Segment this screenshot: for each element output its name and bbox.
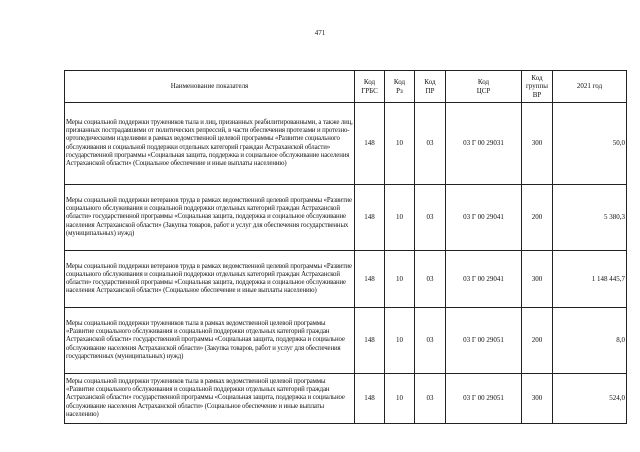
table-row	[65, 308, 627, 374]
row-amount: 1 148 445,7	[553, 251, 627, 308]
row-csr: 03 Г 00 29051	[446, 374, 522, 424]
row-grbs: 148	[355, 185, 385, 251]
row-vr: 200	[522, 308, 553, 374]
row-vr: 300	[522, 103, 553, 185]
row-amount: 8,0	[553, 308, 627, 374]
row-pr: 03	[415, 103, 446, 185]
row-csr: 03 Г 00 29041	[446, 251, 522, 308]
row-csr: 03 Г 00 29031	[446, 103, 522, 185]
row-grbs: 148	[355, 103, 385, 185]
row-amount: 50,0	[553, 103, 627, 185]
header-grbs: Код ГРБС	[355, 71, 385, 103]
row-name: Меры социальной поддержки ветеранов труда в рамках ведомственной целевой программы «Развитие социального обслуживания и социальной поддержки отдельных категорий граждан Астраханской области» государственной программы «Социальная защита, поддержка и социальное обслуживание населения Астраханской области» (Социальное обеспечение и иные выплаты населению)	[65, 251, 355, 308]
table-row	[65, 103, 627, 185]
row-amount: 524,0	[553, 374, 627, 424]
row-vr: 300	[522, 374, 553, 424]
row-pr: 03	[415, 374, 446, 424]
row-rz: 10	[385, 308, 415, 374]
row-grbs: 148	[355, 308, 385, 374]
header-vr: Код группы ВР	[522, 71, 553, 103]
row-grbs: 148	[355, 251, 385, 308]
table-row	[65, 185, 627, 251]
row-grbs: 148	[355, 374, 385, 424]
row-rz: 10	[385, 103, 415, 185]
table-row	[65, 374, 627, 424]
header-csr: Код ЦСР	[446, 71, 522, 103]
row-name: Меры социальной поддержки ветеранов труда в рамках ведомственной целевой программы «Развитие социального обслуживания и социальной поддержки отдельных категорий граждан Астраханской области» государственной программы «Социальная защита, поддержка и социальное обслуживание населения Астраханской области» (Закупка товаров, работ и услуг для обеспечения государственных (муниципальных) нужд)	[65, 185, 355, 251]
table-row	[65, 251, 627, 308]
row-name: Меры социальной поддержки тружеников тыла в рамках ведомственной целевой программы «Развитие социального обслуживания и социальной поддержки отдельных категорий граждан Астраханской области» государственной программы «Социальная защита, поддержка и социальное обслуживание населения Астраханской области» (Закупка товаров, работ и услуг для обеспечения государственных (муниципальных) нужд)	[65, 308, 355, 374]
row-pr: 03	[415, 251, 446, 308]
budget-table	[64, 70, 627, 424]
page-number: 471	[314, 29, 326, 37]
header-pr: Код ПР	[415, 71, 446, 103]
row-vr: 300	[522, 251, 553, 308]
header-rz: Код Рз	[385, 71, 415, 103]
header-row	[65, 71, 627, 103]
row-csr: 03 Г 00 29041	[446, 185, 522, 251]
row-name: Меры социальной поддержки тружеников тыла и лиц, признанных реабилитированными, а также лиц, признанных пострадавшими от политических репрессий, в части обеспечения протезами и протезно-ортопедическими изделиями в рамках ведомственной целевой программы «Развитие социального обслуживания и социальной поддержки отдельных категорий граждан Астраханской области» государственной программы «Социальная защита, поддержка и социальное обслуживание населения Астраханской области» (Социальное обеспечение и иные выплаты населению)	[65, 103, 355, 185]
row-amount: 5 380,3	[553, 185, 627, 251]
header-name: Наименование показателя	[65, 71, 355, 103]
table-body	[65, 103, 627, 424]
row-pr: 03	[415, 185, 446, 251]
row-rz: 10	[385, 251, 415, 308]
row-pr: 03	[415, 308, 446, 374]
row-rz: 10	[385, 374, 415, 424]
row-rz: 10	[385, 185, 415, 251]
row-csr: 03 Г 00 29051	[446, 308, 522, 374]
table-header	[65, 71, 627, 103]
row-vr: 200	[522, 185, 553, 251]
header-year: 2021 год	[553, 71, 627, 103]
row-name: Меры социальной поддержки тружеников тыла в рамках ведомственной целевой программы «Развитие социального обслуживания и социальной поддержки отдельных категорий граждан Астраханской области» государственной программы «Социальная защита, поддержка и социальное обслуживание населения Астраханской области» (Социальное обеспечение и иные выплаты населению)	[65, 374, 355, 424]
